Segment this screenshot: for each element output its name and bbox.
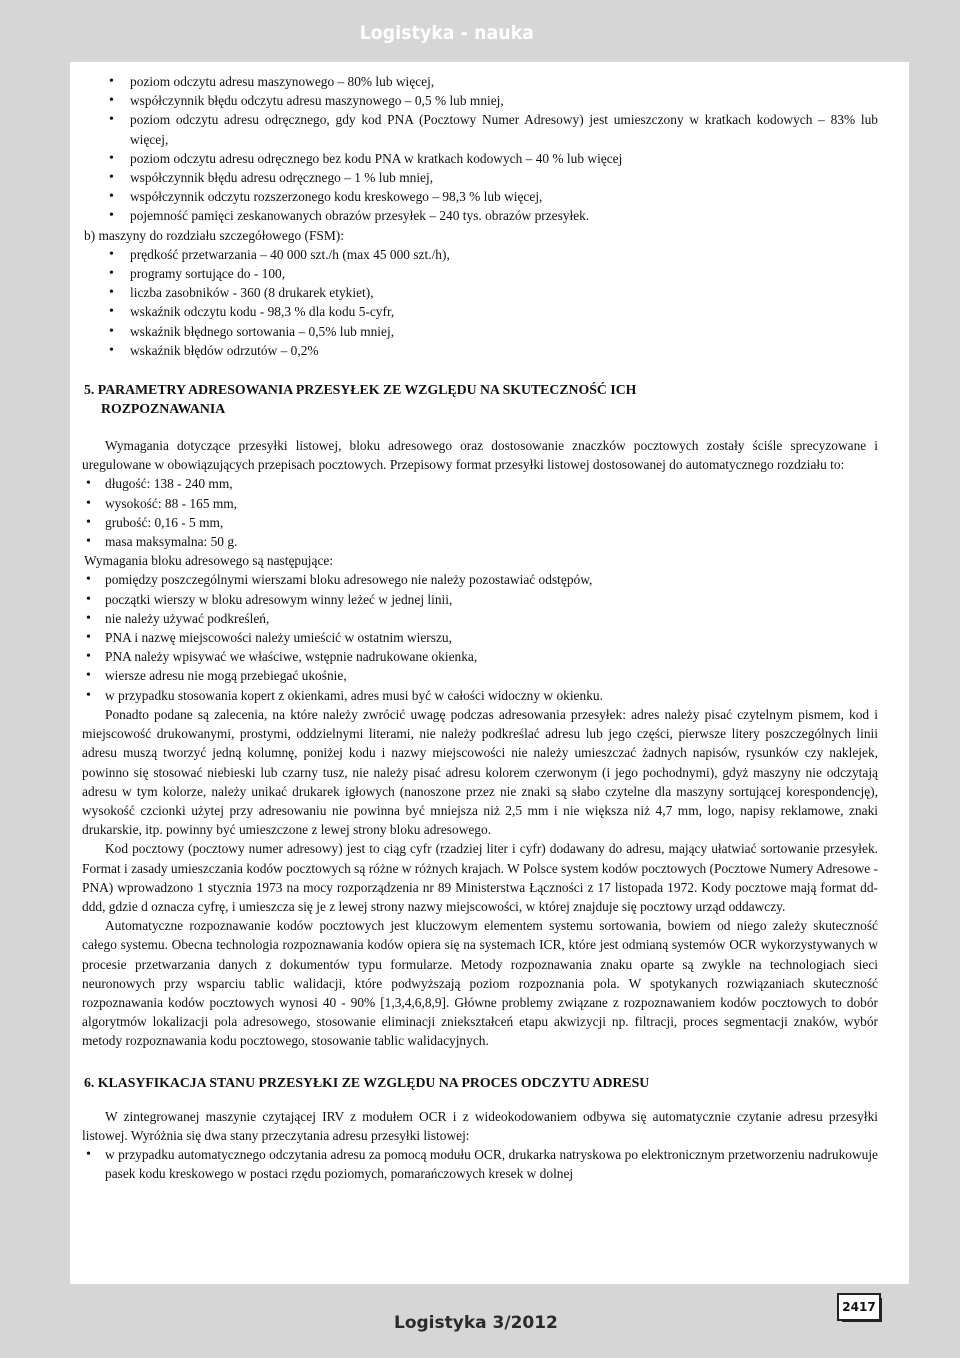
fsm-intro: b) maszyny do rozdziału szczegółowego (FSM): [84, 227, 344, 243]
paragraph: Kod pocztowy (pocztowy numer adresowy) jest to ciąg cyfr (rzadziej liter i cyfr) dodawany do adresu, mający ułatwiać sortowanie przesyłek. Format i zasady umieszczania kodów pocztowych są różne w różnych krajach. W Polsce system kodów pocztowych (Pocztowe Numery Adresowe - PNA) wprowadzono 1 stycznia 1973 na mocy rozporządzenia nr 89 Ministerstwa Łączności z 17 listopada 1972. Kody pocztowe mają format dd-ddd, gdzie d oznacza cyfrę, i umieszcza się je z lewej strony nazwy miejscowości, w której znajduje się pocztowy urząd oddawczy. [82, 841, 879, 914]
fsm-params-list [82, 245, 878, 360]
paragraph: Ponadto podane są zalecenia, na które należy zwrócić uwagę podczas adresowania przesyłek: adres należy pisać czytelnym pismem, kod i miejscowość drukowanymi, prostymi, oddzielnymi literami, nie należy podkreślać adresu lub jego części, pierwsze litery poszczególnych linii adresu muszą tworzyć jedną kolumnę, poniżej kodu i nazwy miejscowości nie należy umieszczać żadnych napisów, rysunków czy naklejek, powinno się stosować niebieski lub czarny tusz, nie należy pisać adresu kolorem czerwonym (i jego pochodnymi), gdyż maszyny nie odczytają adresu w tym kolorze, należy unikać drukarek igłowych (nanoszone przez nie znaki są słabo czytelne dla maszyny sortującej korespondencję), wysokość czcionki użytej przy adresowaniu nie powinna być mniejsza niż 2,5 mm i nie większa niż 4,7 mm, logo, napisy reklamowe, znaki drukarskie, itp. powinny być umieszczone z lewej strony bloku adresowego. [82, 706, 878, 838]
list-item: • nie należy używać podkreśleń, [82, 609, 878, 628]
page-number: 2417 [837, 1293, 881, 1321]
paragraph: Wymagania dotyczące przesyłki listowej, bloku adresowego oraz dostosowanie znaczków pocztowych zostały ściśle sprecyzowane i uregulowane w obowiązujących przepisach pocztowych. Przepisowy format przesyłki listowej dostosowanej do automatycznego rozdziału to: [82, 438, 878, 473]
address-block-rules-list [82, 570, 878, 704]
list-item: • wskaźnik błędów odrzutów – 0,2% [82, 341, 878, 360]
section-5-heading [82, 380, 878, 418]
section-5-heading-line2: ROZPOZNAWANIA [101, 401, 226, 417]
list-item: • poziom odczytu adresu odręcznego bez kodu PNA w kratkach kodowych – 40 % lub więcej [82, 149, 878, 168]
list-item: • wskaźnik odczytu kodu - 98,3 % dla kodu 5-cyfr, [82, 302, 878, 321]
address-read-states-list [82, 1145, 878, 1183]
list-item: • pomiędzy poszczególnymi wierszami bloku adresowego nie należy pozostawiać odstępów, [82, 570, 878, 589]
list-item: • grubość: 0,16 - 5 mm, [82, 513, 878, 532]
list-item: • poziom odczytu adresu maszynowego – 80% lub więcej, [82, 72, 878, 91]
list-item: • w przypadku automatycznego odczytania adresu za pomocą modułu OCR, drukarka natryskowa po elektronicznym przetworzeniu nadrukowuje pasek kodu kreskowego w postaci rzędu poziomych, pomarańczowych kresek w dolnej [82, 1145, 878, 1183]
section-6-heading: 6. KLASYFIKACJA STANU PRZESYŁKI ZE WZGLĘDU NA PROCES ODCZYTU ADRESU [84, 1074, 650, 1090]
list-item: • współczynnik błędu odczytu adresu maszynowego – 0,5 % lub mniej, [82, 91, 878, 110]
running-header: Logistyka - nauka [359, 22, 534, 44]
list-item: • PNA należy wpisywać we właściwe, wstępnie nadrukowane okienka, [82, 647, 878, 666]
list-item: • wiersze adresu nie mogą przebiegać ukośnie, [82, 666, 878, 685]
list-item: • poziom odczytu adresu odręcznego, gdy kod PNA (Pocztowy Numer Adresowy) jest umieszczony w kratkach kodowych – 83% lub więcej, [82, 110, 878, 148]
list-item: • liczba zasobników - 360 (8 drukarek etykiet), [82, 283, 878, 302]
list-item: • współczynnik błędu adresu odręcznego – 1 % lub mniej, [82, 168, 878, 187]
list-item: • wskaźnik błędnego sortowania – 0,5% lub mniej, [82, 322, 878, 341]
section-5-heading-line1: 5. PARAMETRY ADRESOWANIA PRZESYŁEK ZE WZGLĘDU NA SKUTECZNOŚĆ ICH [84, 382, 637, 398]
letter-format-list [82, 474, 878, 551]
block-requirements-intro: Wymagania bloku adresowego są następujące: [84, 553, 334, 569]
list-item: • współczynnik odczytu rozszerzonego kodu kreskowego – 98,3 % lub więcej, [82, 187, 878, 206]
list-item: • masa maksymalna: 50 g. [82, 532, 878, 551]
list-item: • programy sortujące do - 100, [82, 264, 878, 283]
list-item: • wysokość: 88 - 165 mm, [82, 494, 878, 513]
running-footer: Logistyka 3/2012 [394, 1313, 558, 1333]
list-item: • długość: 138 - 240 mm, [82, 474, 878, 493]
list-item: • początki wierszy w bloku adresowym winny leżeć w jednej linii, [82, 590, 878, 609]
paragraph: W zintegrowanej maszynie czytającej IRV z modułem OCR i z wideokodowaniem odbywa się automatycznie czytanie adresu przesyłki listowej. Wyróżnia się dwa stany przeczytania adresu przesyłki listowej: [82, 1108, 878, 1143]
paragraph: Automatyczne rozpoznawanie kodów pocztowych jest kluczowym elementem systemu sortowania, bowiem od niego zależy skuteczność całego systemu. Obecna technologia rozpoznawania kodów opiera się na systemach ICR, które jest odmianą systemów OCR wykorzystywanych w procesie przetwarzania danych z dokumentów typu formularze. Metody rozpoznawania znaku oparte są zwykle na technologiach sieci neuronowych przy wsparciu tablic walidacji, które podwyższają poziom rozpoznania pola. W spotykanych rozwiązaniach skuteczność rozpoznawania kodów pocztowych wynosi 40 - 90% [1,3,4,6,8,9]. Główne problemy związane z rozpoznawaniem kodów pocztowych to dobór algorytmów lokalizacji pola adresowego, stosowanie eliminacji zniekształceń etapu akwizycji np. filtracji, proces segmentacji znaków, wybór metody rozpoznawania kodu pocztowego, stosowanie tablic walidacyjnych. [82, 918, 878, 1049]
list-item: • w przypadku stosowania kopert z okienkami, adres musi być w całości widoczny w okienku. [82, 686, 878, 705]
list-item: • prędkość przetwarzania – 40 000 szt./h (max 45 000 szt./h), [82, 245, 878, 264]
article-body [82, 72, 878, 1183]
list-item: • PNA i nazwę miejscowości należy umieścić w ostatnim wierszu, [82, 628, 878, 647]
machine-read-params-list [82, 72, 878, 226]
list-item: • pojemność pamięci zeskanowanych obrazów przesyłek – 240 tys. obrazów przesyłek. [82, 206, 878, 225]
